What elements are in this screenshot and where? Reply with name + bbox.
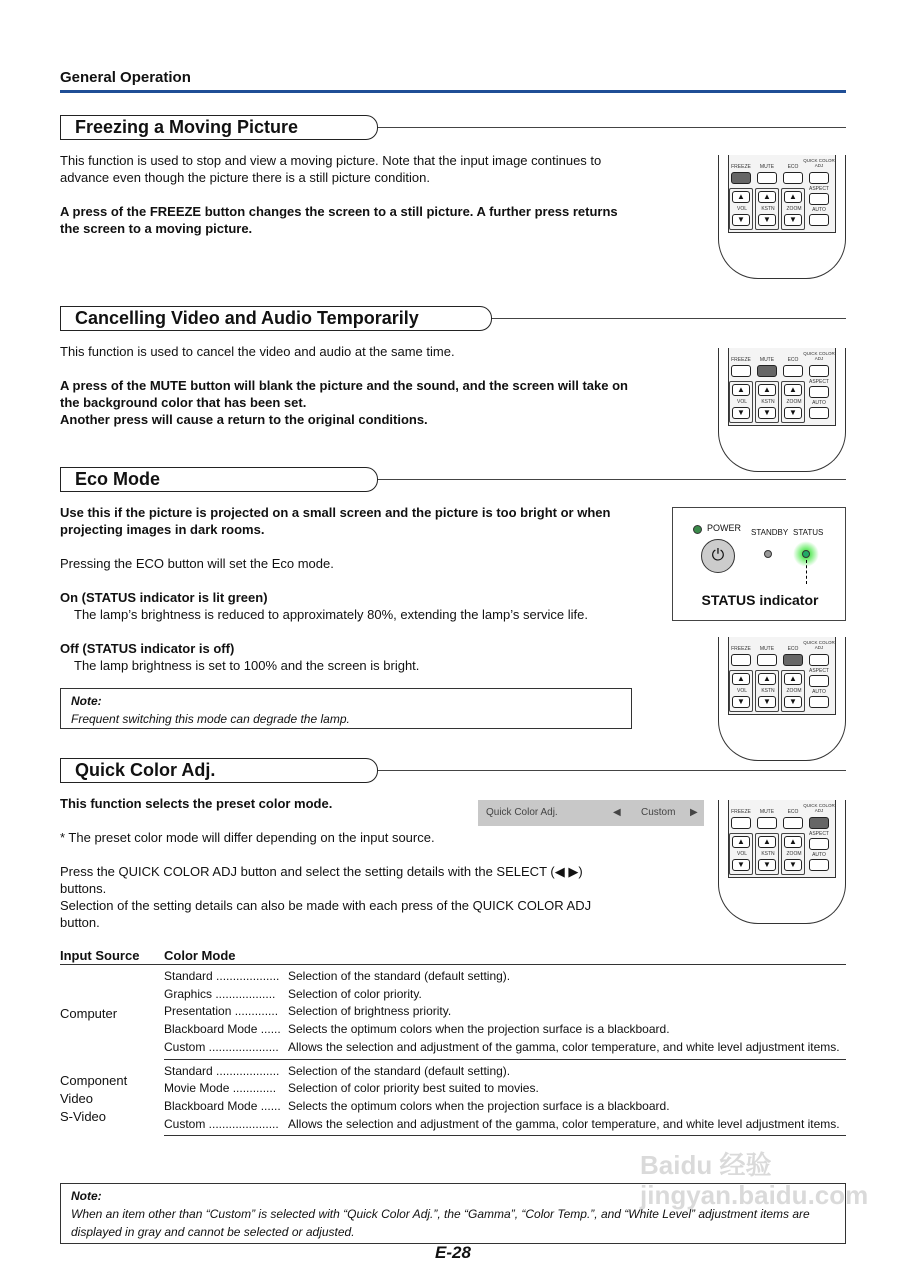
table-row: [60, 1059, 846, 1080]
mute-button-icon: [757, 817, 777, 829]
paragraph: Press the QUICK COLOR ADJ button and select the setting details with the SELECT (◀ ▶) buttons.: [60, 864, 583, 896]
input-source-cell: Computer: [60, 1005, 118, 1021]
up-arrow-icon: ▲: [732, 673, 750, 685]
zoom-label: ZOOM: [786, 206, 802, 212]
auto-button-icon: [809, 214, 829, 226]
kstn-group: [755, 833, 779, 875]
mute-button-icon: [757, 654, 777, 666]
down-arrow-icon: ▼: [758, 696, 776, 708]
power-button-icon: ⏻: [701, 539, 735, 573]
zoom-group: [781, 188, 805, 230]
description-cell: Selects the optimum colors when the projection surface is a blackboard.: [288, 1098, 670, 1113]
paragraph: * The preset color mode will differ depending on the input source.: [60, 830, 435, 845]
table-row: [60, 1098, 846, 1116]
aspect-button-icon: [809, 675, 829, 687]
header-rule: [60, 90, 846, 93]
off-heading: Off (STATUS indicator is off): [60, 641, 235, 656]
table-row: [60, 1021, 846, 1039]
remote-quick-color-illustration: [718, 800, 846, 924]
remote-freeze-illustration: [718, 155, 846, 279]
section-heading-quick-color: [60, 758, 846, 783]
kstn-group: [755, 188, 779, 230]
up-arrow-icon: ▲: [784, 673, 802, 685]
paragraph: Pressing the ECO button will set the Eco mode.: [60, 556, 334, 571]
color-mode-cell: Presentation .............: [164, 1004, 279, 1019]
eco-note: [60, 688, 632, 729]
kstn-label: KSTN: [761, 206, 775, 212]
freeze-label: FREEZE: [731, 357, 751, 363]
down-arrow-icon: ▼: [732, 696, 750, 708]
aspect-button-icon: [809, 838, 829, 850]
note-title: Note:: [71, 694, 102, 708]
eco-button-icon: [783, 817, 803, 829]
quick-label: QUICK COLOR ADJ: [803, 351, 835, 361]
section-heading-eco: [60, 467, 846, 492]
up-arrow-icon: ▲: [784, 836, 802, 848]
eco-label: ECO: [787, 357, 799, 363]
description-cell: Selection of brightness priority.: [288, 1004, 452, 1019]
kstn-label: KSTN: [761, 399, 775, 405]
heading-text: Freezing a Moving Picture: [60, 115, 378, 140]
description-cell: Selection of color priority best suited to movies.: [288, 1081, 539, 1096]
aspect-button-icon: [809, 386, 829, 398]
vol-label: VOL: [736, 688, 747, 694]
zoom-label: ZOOM: [786, 399, 802, 405]
quick-label: QUICK COLOR ADJ: [803, 640, 835, 650]
description-cell: Selects the optimum colors when the projection surface is a blackboard.: [288, 1022, 670, 1037]
kstn-label: KSTN: [761, 851, 775, 857]
quick-button-icon: [809, 172, 829, 184]
note-text: Frequent switching this mode can degrade the lamp.: [71, 712, 350, 726]
color-mode-cell: Blackboard Mode ......: [164, 1098, 281, 1113]
down-arrow-icon: ▼: [784, 696, 802, 708]
mute-label: MUTE: [759, 357, 775, 363]
paragraph: This function is used to cancel the video and audio at the same time.: [60, 344, 455, 359]
freeze-button-icon: [731, 817, 751, 829]
vol-label: VOL: [736, 851, 747, 857]
watermark: Baidu 经验 jingyan.baidu.com: [640, 1150, 869, 1210]
description-cell: Allows the selection and adjustment of the gamma, color temperature, and white level adjustment items.: [288, 1116, 846, 1136]
table-row: [60, 1116, 846, 1136]
auto-button-icon: [809, 859, 829, 871]
section-heading-mute: [60, 306, 846, 331]
color-mode-table: [60, 947, 846, 1136]
standby-led-icon: [764, 550, 772, 558]
freeze-label: FREEZE: [731, 164, 751, 170]
color-mode-cell: Blackboard Mode ......: [164, 1022, 281, 1037]
zoom-group: [781, 670, 805, 712]
up-arrow-icon: ▲: [758, 191, 776, 203]
description-cell: Selection of color priority.: [288, 986, 422, 1001]
color-mode-cell: Movie Mode .............: [164, 1081, 277, 1096]
eco-label: ECO: [787, 164, 799, 170]
up-arrow-icon: ▲: [758, 673, 776, 685]
up-arrow-icon: ▲: [758, 836, 776, 848]
vol-group: [729, 670, 753, 712]
freeze-button-icon: [731, 172, 751, 184]
auto-label: AUTO: [812, 207, 826, 213]
zoom-group: [781, 381, 805, 423]
eco-label: ECO: [787, 646, 799, 652]
table-row: [60, 1039, 846, 1059]
running-header: General Operation: [60, 69, 191, 86]
eco-button-icon: [783, 365, 803, 377]
eco-button-icon: [783, 654, 803, 666]
status-indicator-panel: [672, 507, 846, 621]
up-arrow-icon: ▲: [732, 836, 750, 848]
description-cell: Selection of the standard (default setting).: [288, 969, 511, 983]
status-led-icon: [802, 550, 810, 558]
paragraph: Another press will cause a return to the original conditions.: [60, 412, 428, 427]
color-mode-cell: Custom .....................: [164, 1039, 288, 1059]
auto-button-icon: [809, 696, 829, 708]
description-cell: Selection of the standard (default setting).: [288, 1063, 511, 1078]
table-row: [60, 1003, 846, 1021]
auto-label: AUTO: [812, 400, 826, 406]
up-arrow-icon: ▲: [784, 191, 802, 203]
paragraph: This function is used to stop and view a moving picture. Note that the input image continues to advance even though the picture there is a still picture condition.: [60, 153, 602, 185]
freeze-label: FREEZE: [731, 809, 751, 815]
down-arrow-icon: ▼: [732, 214, 750, 226]
osd-value: Custom: [641, 807, 676, 818]
up-arrow-icon: ▲: [732, 384, 750, 396]
heading-text: Quick Color Adj.: [60, 758, 378, 783]
heading-text: Cancelling Video and Audio Temporarily: [60, 306, 492, 331]
auto-label: AUTO: [812, 852, 826, 858]
aspect-label: ASPECT: [808, 668, 829, 674]
column-header: Color Mode: [164, 947, 846, 965]
page-number: E-28: [435, 1243, 471, 1262]
vol-group: [729, 833, 753, 875]
down-arrow-icon: ▼: [758, 214, 776, 226]
description-cell: Allows the selection and adjustment of the gamma, color temperature, and white level adjustment items.: [288, 1039, 846, 1059]
aspect-button-icon: [809, 193, 829, 205]
down-arrow-icon: ▼: [784, 214, 802, 226]
mute-label: MUTE: [759, 809, 775, 815]
vol-label: VOL: [736, 399, 747, 405]
pointer-line: [806, 560, 807, 584]
up-arrow-icon: ▲: [758, 384, 776, 396]
down-arrow-icon: ▼: [784, 859, 802, 871]
down-arrow-icon: ▼: [784, 407, 802, 419]
up-arrow-icon: ▲: [784, 384, 802, 396]
mute-text: [60, 343, 632, 428]
standby-label: STANDBY: [751, 528, 789, 537]
mute-button-icon: [757, 172, 777, 184]
color-mode-cell: Graphics ..................: [164, 986, 276, 1001]
down-arrow-icon: ▼: [732, 859, 750, 871]
paragraph: A press of the MUTE button will blank the picture and the sound, and the screen will take on the background color that has been set.: [60, 378, 628, 410]
color-mode-cell: Custom .....................: [164, 1116, 288, 1136]
vol-group: [729, 188, 753, 230]
power-label: POWER: [707, 523, 742, 533]
color-mode-cell: Standard ...................: [164, 969, 280, 983]
on-heading: On (STATUS indicator is lit green): [60, 590, 268, 605]
eco-button-icon: [783, 172, 803, 184]
color-mode-cell: Standard ...................: [164, 1063, 280, 1078]
osd-label: Quick Color Adj.: [486, 807, 558, 818]
auto-button-icon: [809, 407, 829, 419]
freeze-button-icon: [731, 654, 751, 666]
kstn-label: KSTN: [761, 688, 775, 694]
freeze-label: FREEZE: [731, 646, 751, 652]
mute-label: MUTE: [759, 646, 775, 652]
status-label: STATUS: [793, 528, 824, 537]
eco-label: ECO: [787, 809, 799, 815]
remote-mute-illustration: [718, 348, 846, 472]
quick-label: QUICK COLOR ADJ: [803, 803, 835, 813]
freeze-text: [60, 152, 632, 237]
power-led-icon: [693, 525, 702, 534]
note-text: When an item other than “Custom” is selected with “Quick Color Adj.”, the “Gamma”, “Color Temp.”, and “White Level” adjustment items are displayed in gray and cannot be selected or adjusted.: [71, 1207, 810, 1239]
table-row: [60, 1080, 846, 1098]
zoom-label: ZOOM: [786, 688, 802, 694]
paragraph: Selection of the setting details can also be made with each press of the QUICK COLOR ADJ button.: [60, 898, 592, 930]
remote-eco-illustration: [718, 637, 846, 761]
up-arrow-icon: ▲: [732, 191, 750, 203]
auto-label: AUTO: [812, 689, 826, 695]
right-arrow-icon: ▶: [690, 807, 698, 818]
down-arrow-icon: ▼: [758, 859, 776, 871]
aspect-label: ASPECT: [808, 186, 829, 192]
down-arrow-icon: ▼: [758, 407, 776, 419]
aspect-label: ASPECT: [808, 379, 829, 385]
down-arrow-icon: ▼: [732, 407, 750, 419]
osd-quick-color-bar: [478, 800, 704, 826]
mute-label: MUTE: [759, 164, 775, 170]
paragraph: Use this if the picture is projected on a small screen and the picture is too bright or when projecting images in dark rooms.: [60, 505, 611, 537]
left-arrow-icon: ◀: [613, 807, 621, 818]
heading-text: Eco Mode: [60, 467, 378, 492]
vol-label: VOL: [736, 206, 747, 212]
kstn-group: [755, 381, 779, 423]
kstn-group: [755, 670, 779, 712]
paragraph: This function selects the preset color mode.: [60, 796, 333, 811]
note-title: Note:: [71, 1189, 102, 1203]
zoom-label: ZOOM: [786, 851, 802, 857]
table-row: [60, 965, 846, 986]
aspect-label: ASPECT: [808, 831, 829, 837]
status-caption: STATUS indicator: [701, 592, 819, 608]
quick-button-icon: [809, 654, 829, 666]
section-heading-freeze: [60, 115, 846, 140]
on-text: The lamp’s brightness is reduced to approximately 80%, extending the lamp’s service life.: [74, 607, 589, 622]
zoom-group: [781, 833, 805, 875]
off-text: The lamp brightness is set to 100% and the screen is bright.: [74, 658, 420, 673]
input-source-cell: Component Video S-Video: [60, 1073, 128, 1124]
column-header: Input Source: [60, 947, 164, 965]
vol-group: [729, 381, 753, 423]
quick-button-icon: [809, 817, 829, 829]
freeze-button-icon: [731, 365, 751, 377]
paragraph: A press of the FREEZE button changes the screen to a still picture. A further press returns the screen to a moving picture.: [60, 204, 618, 236]
mute-button-icon: [757, 365, 777, 377]
eco-text: [60, 504, 632, 674]
quick-button-icon: [809, 365, 829, 377]
table-row: [60, 986, 846, 1004]
quick-label: QUICK COLOR ADJ: [803, 158, 835, 168]
